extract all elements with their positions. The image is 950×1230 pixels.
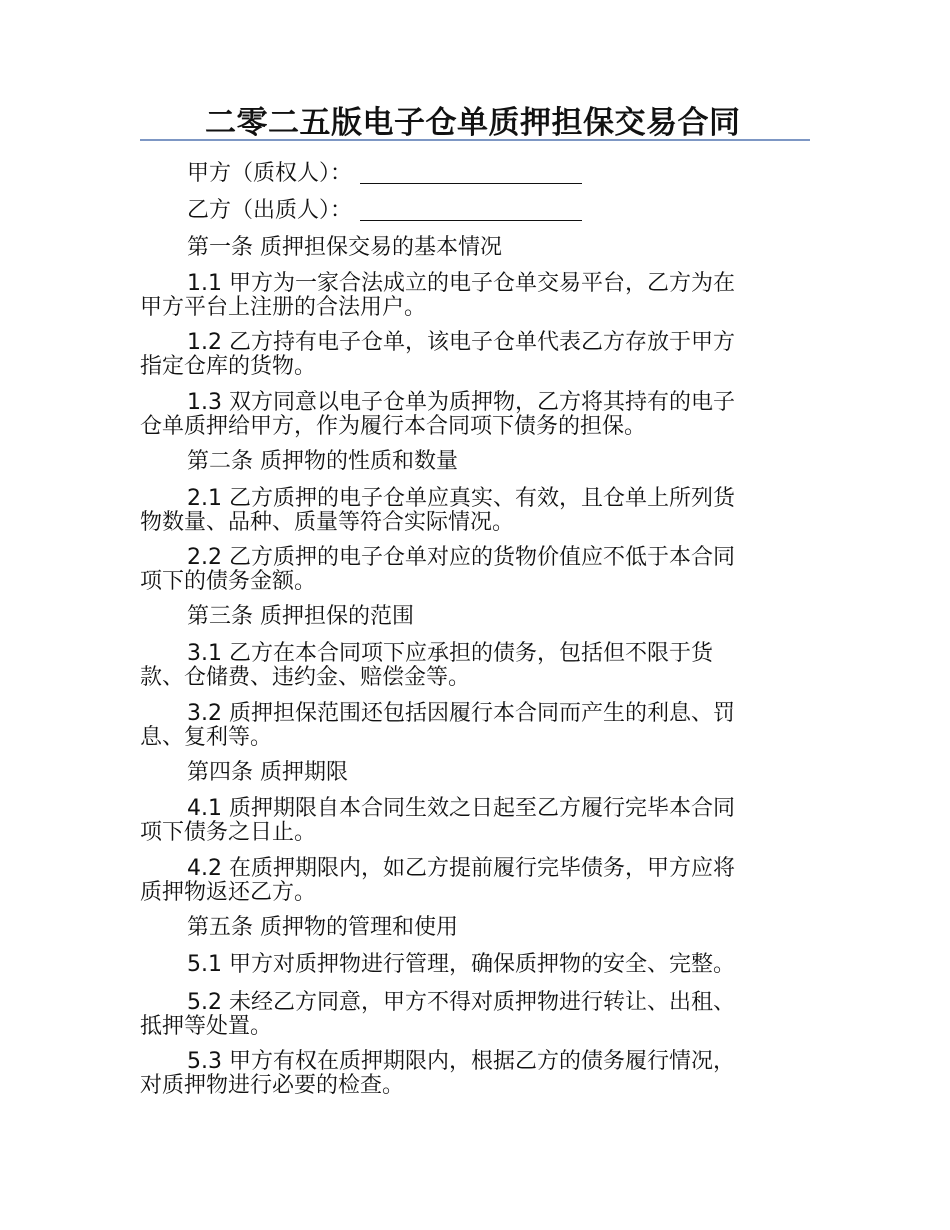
clause-line: 项下的债务金额。	[140, 569, 317, 594]
title-underline	[140, 139, 810, 141]
clause-line: 仓单质押给甲方，作为履行本合同项下债务的担保。	[140, 414, 647, 439]
party-b-blank	[360, 218, 582, 221]
clause-line: 款、仓储费、违约金、赔偿金等。	[140, 665, 471, 690]
clause-line: 抵押等处置。	[140, 1014, 273, 1039]
clause-line: 物数量、品种、质量等符合实际情况。	[140, 510, 515, 535]
clause	[140, 546, 808, 594]
section-heading: 第三条 质押担保的范围	[187, 604, 414, 629]
clause-line: 指定仓库的货物。	[140, 354, 317, 379]
clause	[140, 702, 808, 750]
section-heading: 第五条 质押物的管理和使用	[187, 915, 458, 940]
clause	[140, 391, 808, 439]
clause-line: 息、复利等。	[140, 725, 273, 750]
party-b-line	[140, 199, 855, 223]
clause	[140, 857, 808, 905]
clause	[140, 797, 808, 845]
clause-line: 对质押物进行必要的检查。	[140, 1073, 405, 1098]
clause-line: 质押物返还乙方。	[140, 880, 317, 905]
clause-line: 4.1 质押期限自本合同生效之日起至乙方履行完毕本合同	[187, 796, 735, 821]
clause	[140, 642, 808, 690]
section-heading: 第一条 质押担保交易的基本情况	[187, 235, 502, 260]
party-a-blank	[360, 181, 582, 184]
clause	[140, 487, 808, 535]
party-b-label: 乙方（出质人）：	[187, 198, 353, 223]
document-title: 二零二五版电子仓单质押担保交易合同	[205, 105, 741, 141]
clause-line: 3.1 乙方在本合同项下应承担的债务，包括但不限于货	[187, 641, 713, 666]
clause-line: 项下债务之日止。	[140, 820, 317, 845]
clause	[140, 331, 808, 379]
party-a-label: 甲方（质权人）：	[187, 161, 353, 186]
clause-line: 4.2 在质押期限内，如乙方提前履行完毕债务，甲方应将	[187, 856, 735, 881]
clause-line: 2.1 乙方质押的电子仓单应真实、有效，且仓单上所列货	[187, 486, 735, 511]
clause	[140, 1050, 808, 1098]
party-a-line	[140, 162, 855, 186]
clause-line: 1.2 乙方持有电子仓单，该电子仓单代表乙方存放于甲方	[187, 330, 735, 355]
clause-line: 5.1 甲方对质押物进行管理，确保质押物的安全、完整。	[187, 952, 735, 977]
clause-line: 甲方平台上注册的合法用户。	[140, 295, 427, 320]
clause-line: 1.1 甲方为一家合法成立的电子仓单交易平台，乙方为在	[187, 271, 735, 296]
section-heading: 第二条 质押物的性质和数量	[187, 449, 458, 474]
clause	[140, 991, 808, 1039]
clause	[140, 272, 808, 320]
clause-line: 5.2 未经乙方同意，甲方不得对质押物进行转让、出租、	[187, 990, 735, 1015]
clause-line: 3.2 质押担保范围还包括因履行本合同而产生的利息、罚	[187, 701, 735, 726]
clause-line: 2.2 乙方质押的电子仓单对应的货物价值应不低于本合同	[187, 545, 735, 570]
section-heading: 第四条 质押期限	[187, 760, 348, 785]
clause-line: 1.3 双方同意以电子仓单为质押物，乙方将其持有的电子	[187, 390, 735, 415]
clause-line: 5.3 甲方有权在质押期限内，根据乙方的债务履行情况，	[187, 1049, 735, 1074]
